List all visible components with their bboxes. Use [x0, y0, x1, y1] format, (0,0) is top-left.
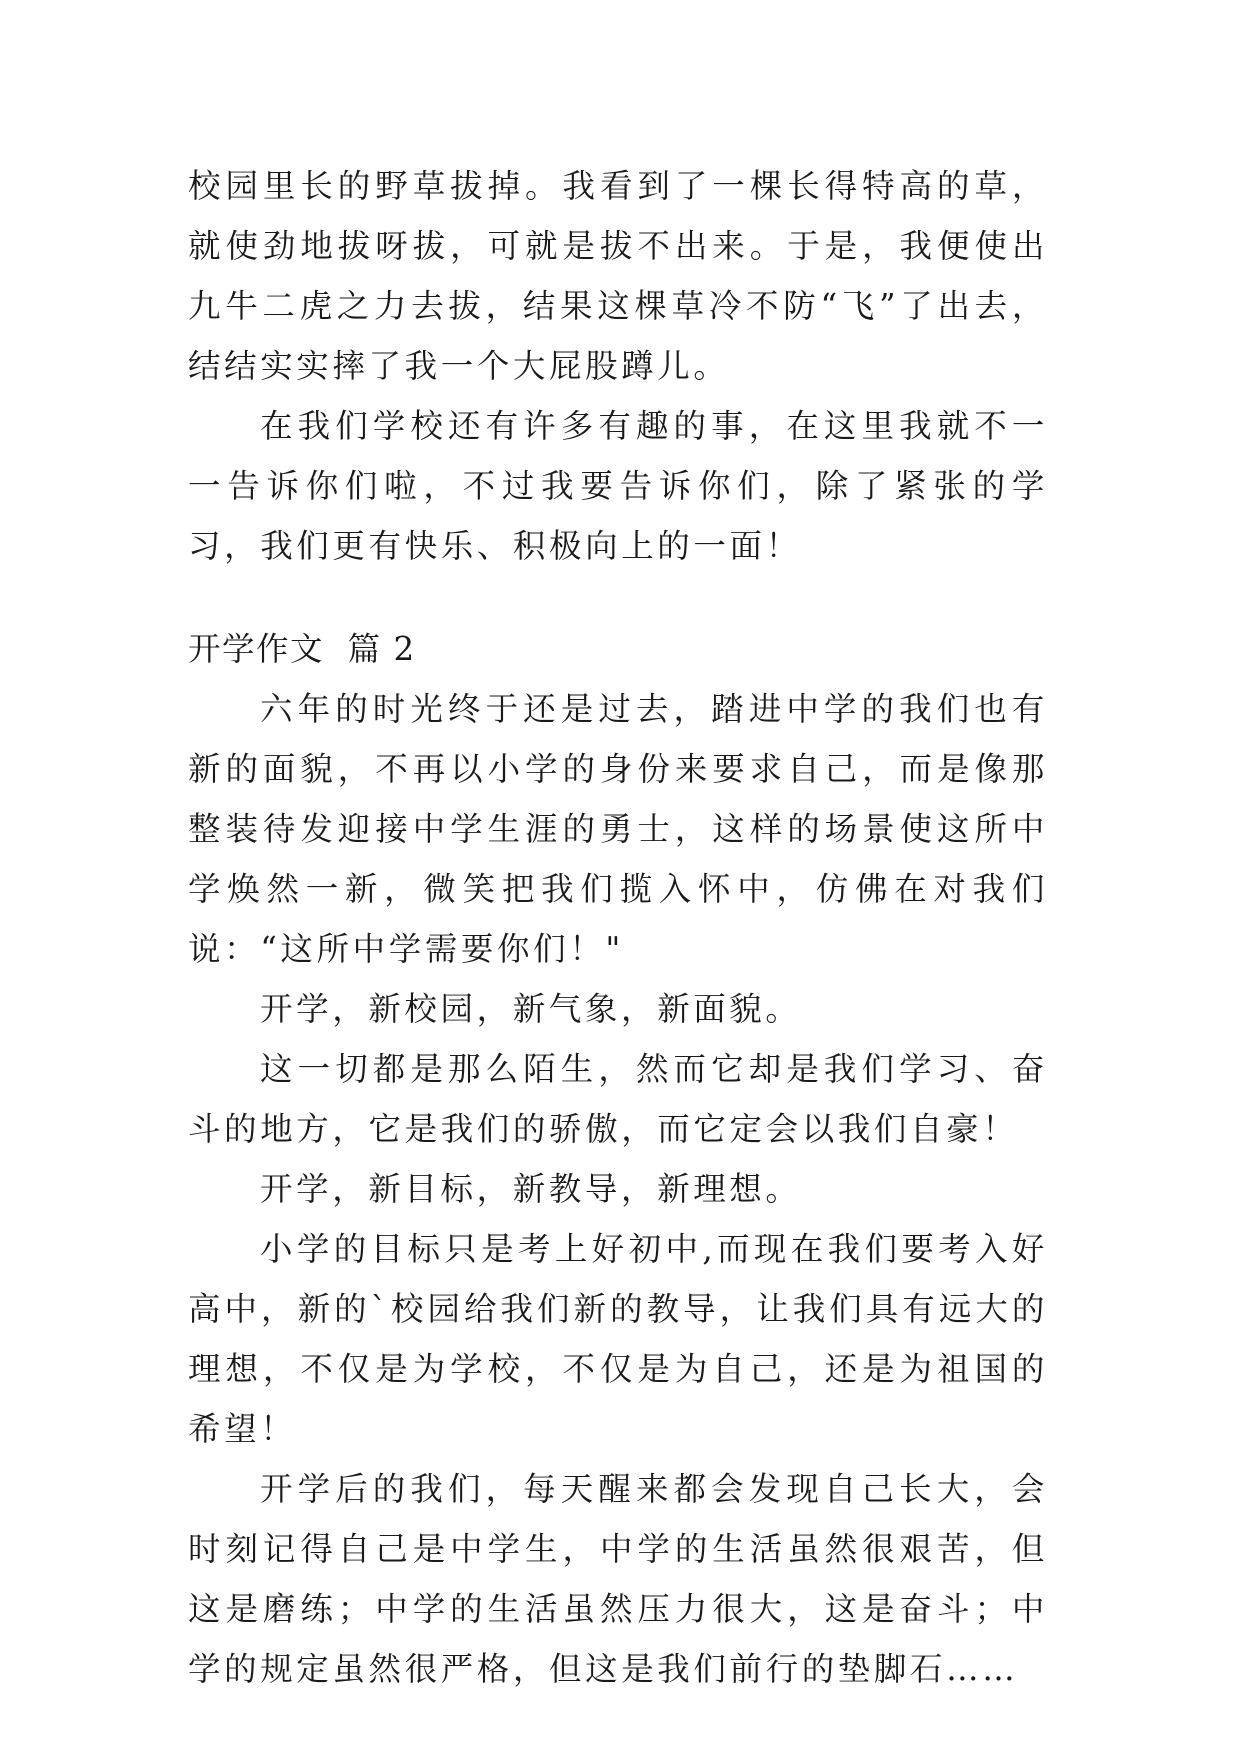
paragraph: 六年的时光终于还是过去，踏进中学的我们也有新的面貌，不再以小学的身份来要求自己，而是像那整装待发迎接中学生涯的勇士，这样的场景使这所中学焕然一新，微笑把我们揽入怀中，仿佛在对我们说：“这所中学需要你们！"	[188, 690, 1048, 968]
paragraph: 这一切都是那么陌生，然而它却是我们学习、奋斗的地方，它是我们的骄傲，而它定会以我们自豪！	[188, 1050, 1048, 1148]
section-heading: 开学作文 篇 2	[188, 630, 416, 668]
paragraph: 开学，新目标，新教导，新理想。	[260, 1170, 802, 1208]
paragraph: 开学后的我们，每天醒来都会发现自己长大，会时刻记得自己是中学生，中学的生活虽然很艰苦，但这是磨练；中学的生活虽然压力很大，这是奋斗；中学的规定虽然很严格，但这是我们前行的垫脚石……	[188, 1470, 1048, 1688]
paragraph: 在我们学校还有许多有趣的事，在这里我就不一一告诉你们啦，不过我要告诉你们，除了紧张的学习，我们更有快乐、积极向上的一面！	[188, 407, 1048, 565]
paragraph: 开学，新校园，新气象，新面貌。	[260, 990, 802, 1028]
paragraph: 校园里长的野草拔掉。我看到了一棵长得特高的草，就使劲地拔呀拔，可就是拔不出来。于是，我便使出九牛二虎之力去拔，结果这棵草冷不防“飞”了出去，结结实实摔了我一个大屁股蹲儿。	[188, 167, 1048, 385]
continued-essay-text	[188, 156, 1048, 576]
paragraph: 小学的目标只是考上好初中,而现在我们要考入好高中，新的`校园给我们新的教导，让我们具有远大的理想，不仅是为学校，不仅是为自己，还是为祖国的希望！	[188, 1230, 1048, 1448]
essay-section-2	[188, 619, 1048, 1699]
